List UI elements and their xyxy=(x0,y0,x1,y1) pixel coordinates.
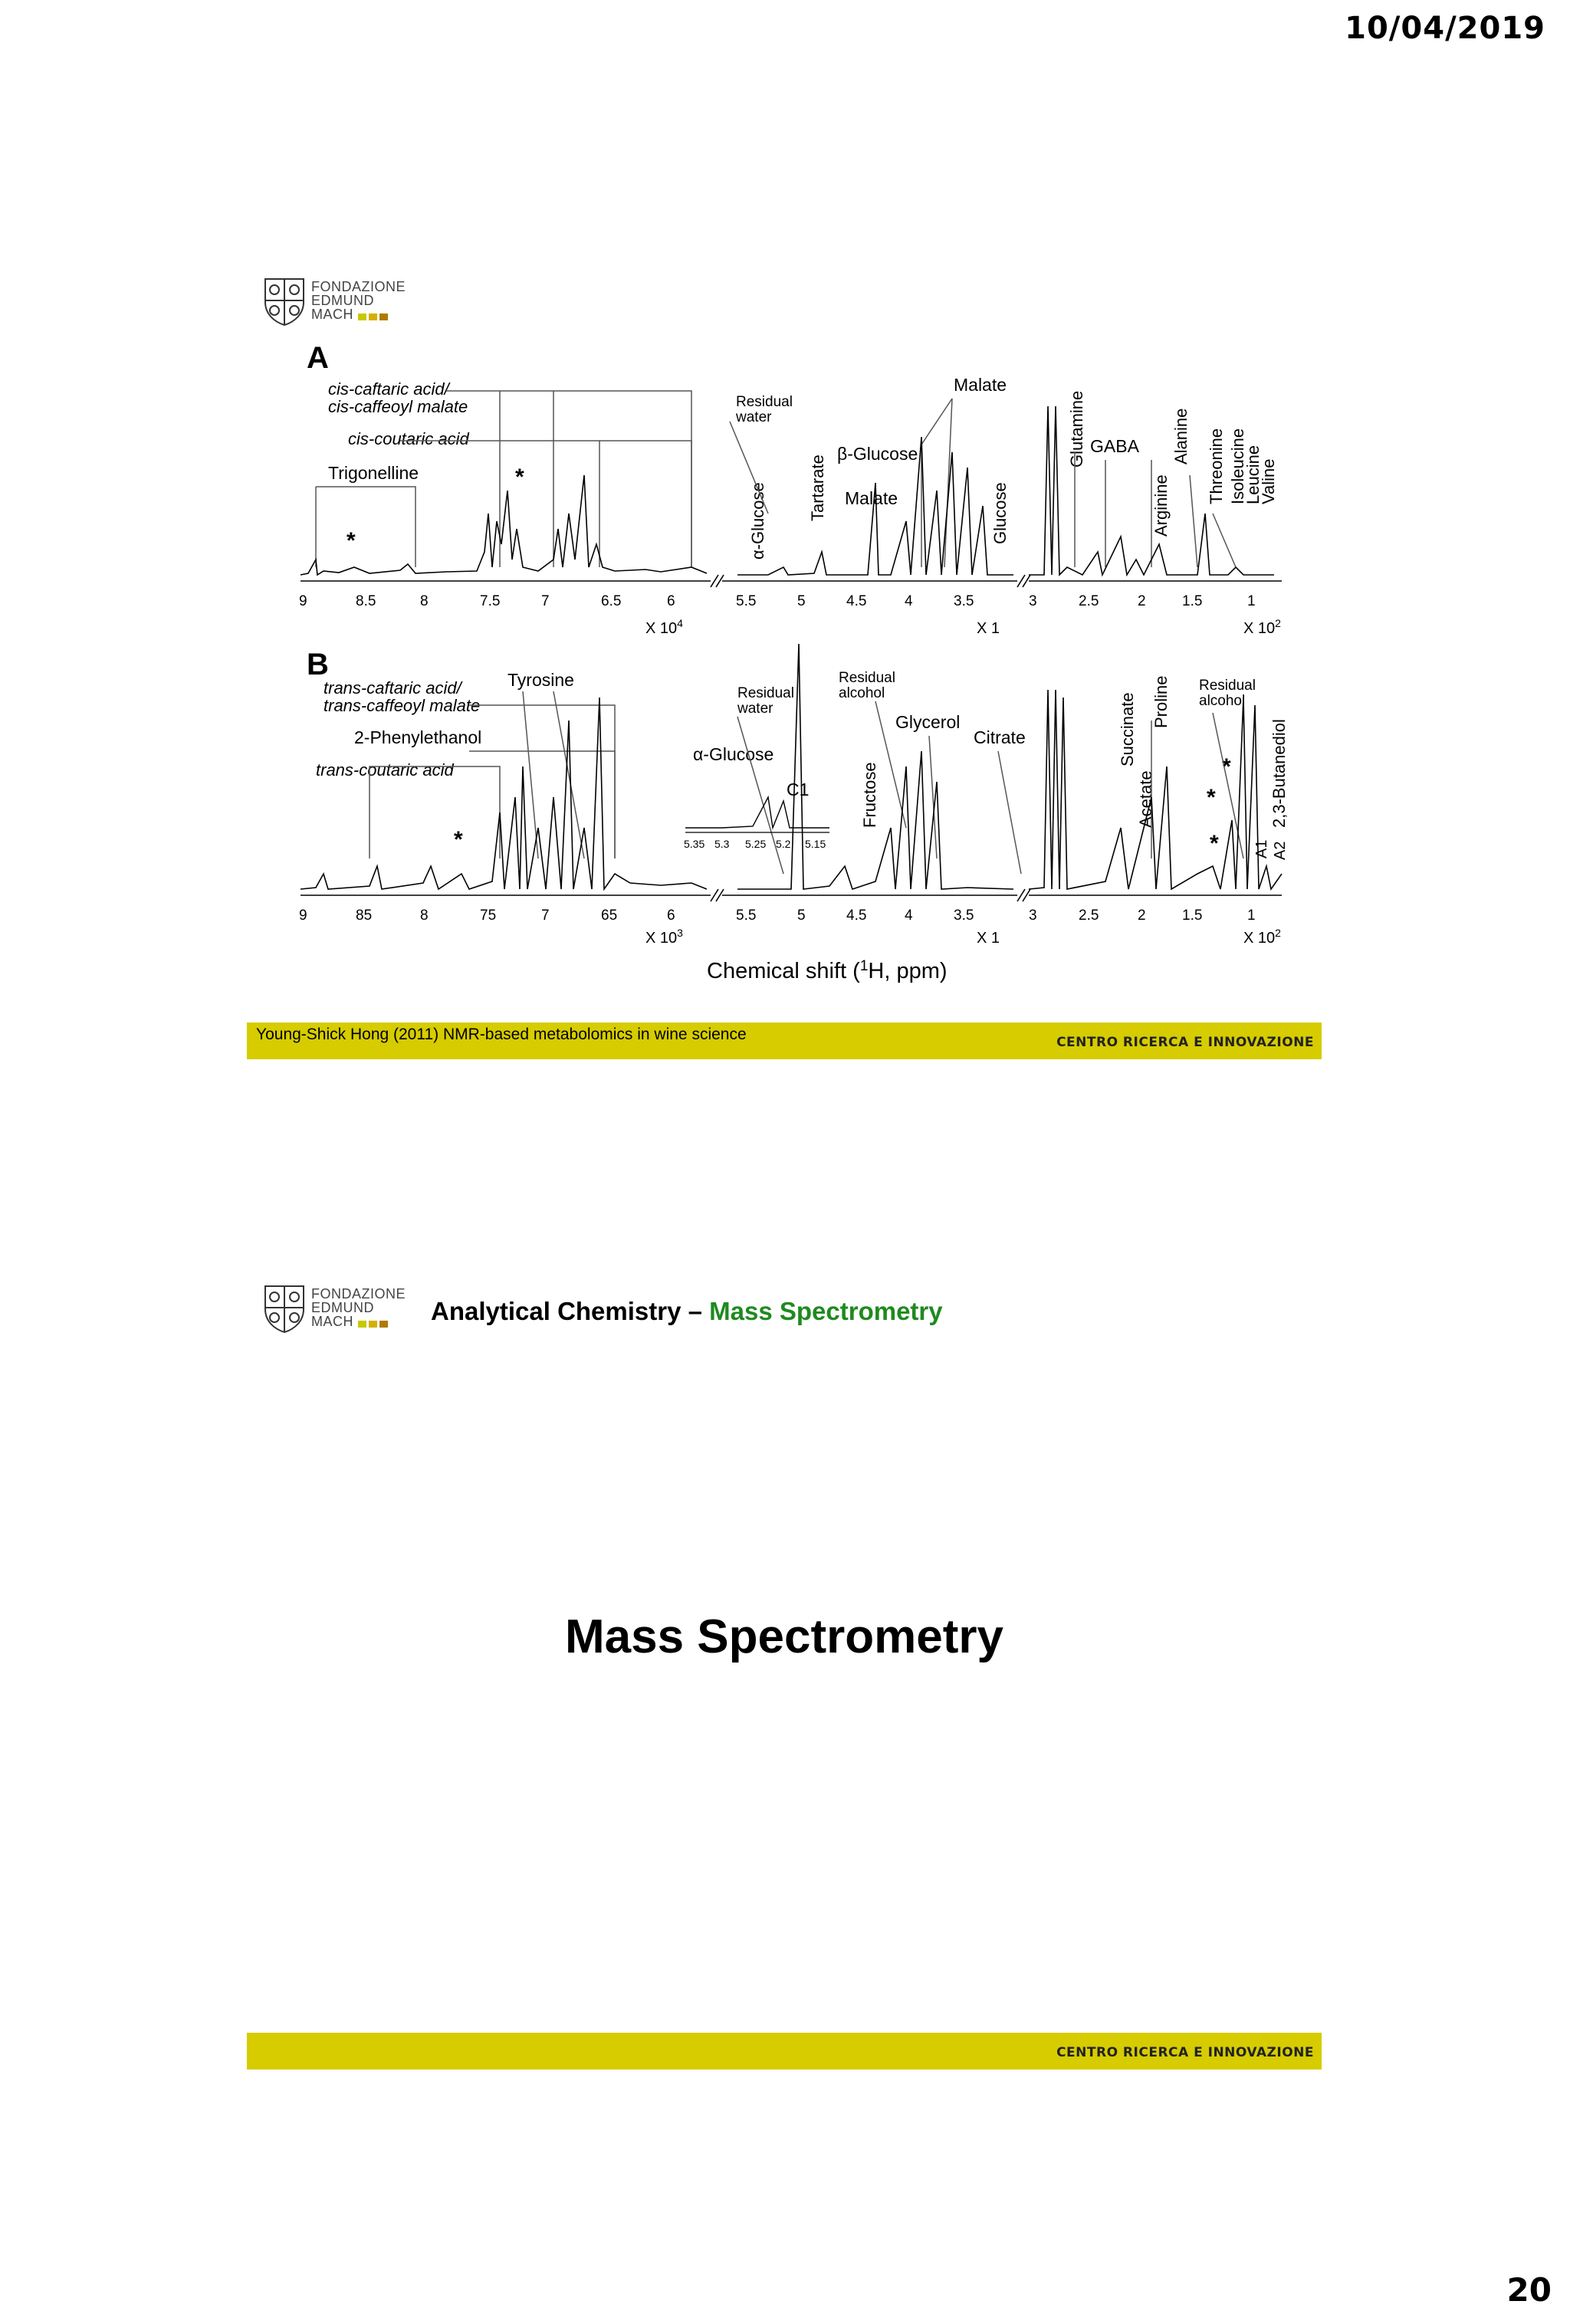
x-axis-label: Chemical shift ($^1$H, ppm) xyxy=(707,958,948,983)
logo-square xyxy=(379,313,388,320)
ann-residual-alcohol: Residual xyxy=(839,670,895,686)
logo-line-1: FONDAZIONE xyxy=(311,1286,406,1302)
tick: 7 xyxy=(541,908,550,924)
ann-leucine: Leucine xyxy=(1243,445,1263,504)
ann-a1: A1 xyxy=(1253,839,1270,858)
ann-gaba: GABA xyxy=(1090,436,1139,456)
ann-glutamine: Glutamine xyxy=(1067,390,1086,468)
panel-a-label: A xyxy=(307,341,329,375)
tick: 2.5 xyxy=(1079,908,1099,924)
ann-phenylethanol: 2-Phenylethanol xyxy=(354,727,482,747)
tick: 4.5 xyxy=(846,908,867,924)
tick: 7 xyxy=(541,593,550,609)
slide-2 xyxy=(247,1272,1322,2070)
tick: 3.5 xyxy=(954,593,974,609)
tick: 1 xyxy=(1247,908,1256,924)
tick: 3.5 xyxy=(954,908,974,924)
ann-star: * xyxy=(1222,754,1231,780)
footer-bar xyxy=(247,1022,1322,1059)
logo-square xyxy=(369,313,377,320)
tick: 4 xyxy=(905,908,913,924)
ann-isoleucine: Isoleucine xyxy=(1228,428,1247,504)
ann-residual: Residual xyxy=(737,685,794,701)
ann-tartarate: Tartarate xyxy=(808,455,827,521)
tick: 9 xyxy=(299,908,307,924)
tick: 3 xyxy=(1029,908,1037,924)
ann-glucose: Glucose xyxy=(990,482,1010,544)
tick: 1.5 xyxy=(1182,908,1203,924)
tick: 1 xyxy=(1247,593,1256,609)
logo-line-3: MACH xyxy=(311,1315,406,1329)
panel-b-label: B xyxy=(307,648,329,681)
ann-alcohol-2: alcohol xyxy=(1199,693,1246,709)
tick: 65 xyxy=(601,908,618,924)
ann-residual-alcohol-2: Residual xyxy=(1199,678,1256,694)
ann-alanine: Alanine xyxy=(1171,408,1191,464)
tick: 8 xyxy=(420,908,429,924)
tick: 5.5 xyxy=(736,908,757,924)
ann-succinate: Succinate xyxy=(1118,692,1137,766)
ann-arginine: Arginine xyxy=(1151,474,1171,537)
ann-cis-coutaric: cis-coutaric acid xyxy=(348,429,469,448)
slide-header-title xyxy=(431,1297,943,1326)
ann-water: water xyxy=(736,409,772,425)
logo-square xyxy=(358,1321,366,1328)
ann-star: * xyxy=(1210,831,1219,856)
ann-trans-caftaric: trans-caftaric acid/ xyxy=(324,678,461,698)
page-date: 10/04/2019 xyxy=(1345,11,1545,46)
tick: 2 xyxy=(1138,593,1146,609)
citation: Young-Shick Hong (2011) NMR-based metabolomics in wine science xyxy=(256,1026,747,1043)
logo-line-2: EDMUND xyxy=(311,293,374,309)
ann-a2: A2 xyxy=(1272,841,1289,860)
logo-square xyxy=(358,313,366,320)
ann-malate-2: Malate xyxy=(845,488,898,508)
footer-brand: CENTRO RICERCA E INNOVAZIONE xyxy=(1056,1035,1314,1050)
ann-alpha-glucose: α-Glucose xyxy=(748,482,767,560)
ann-proline: Proline xyxy=(1151,675,1171,728)
tick: 4 xyxy=(905,593,913,609)
logo xyxy=(262,1283,406,1334)
ann-star: * xyxy=(1207,785,1216,810)
slide-1 xyxy=(247,261,1322,1058)
footer-bar xyxy=(247,2033,1322,2070)
scale-a-3: X $10^2$ xyxy=(1243,617,1281,637)
header-title-main: Analytical Chemistry – xyxy=(431,1297,710,1325)
tick: 2 xyxy=(1138,908,1146,924)
footer-brand: CENTRO RICERCA E INNOVAZIONE xyxy=(1056,2045,1314,2060)
logo-emblem-icon xyxy=(262,276,307,327)
axis-b xyxy=(301,889,1282,901)
ann-glycerol: Glycerol xyxy=(895,712,961,732)
inset-tick: 5.2 xyxy=(776,838,791,850)
scale-b-2: X 1 xyxy=(977,930,1000,947)
ann-citrate: Citrate xyxy=(974,727,1026,747)
ann-valine: Valine xyxy=(1259,458,1278,504)
inset-tick: 5.35 xyxy=(684,838,705,850)
tick: 6 xyxy=(667,908,675,924)
ann-star: * xyxy=(347,528,356,553)
tick: 1.5 xyxy=(1182,593,1203,609)
page-number: 20 xyxy=(1506,2271,1552,2309)
inset-alpha-glucose xyxy=(684,797,829,850)
ann-star: * xyxy=(515,464,524,490)
spectrum-a-aromatic xyxy=(301,475,707,575)
inset-tick: 5.15 xyxy=(805,838,826,850)
ann-trans-caffeoyl: trans-caffeoyl malate xyxy=(324,696,481,715)
ann-cis-caffeoyl: cis-caffeoyl malate xyxy=(328,397,468,416)
tick: 8 xyxy=(420,593,429,609)
scale-a-2: X 1 xyxy=(977,620,1000,637)
ann-star: * xyxy=(454,827,463,852)
ann-water: water xyxy=(737,701,774,717)
tick: 2.5 xyxy=(1079,593,1099,609)
tick: 6.5 xyxy=(601,593,622,609)
scale-b-1: X $10^3$ xyxy=(645,927,683,947)
ann-malate: Malate xyxy=(954,375,1007,395)
ann-threonine: Threonine xyxy=(1207,428,1226,504)
logo-square xyxy=(369,1321,377,1328)
tick: 5.5 xyxy=(736,593,757,609)
ann-cis-caftaric: cis-caftaric acid/ xyxy=(328,379,449,399)
ann-acetate: Acetate xyxy=(1136,770,1155,828)
tick: 5 xyxy=(797,908,806,924)
ann-c1: C1 xyxy=(787,780,810,799)
logo-emblem-icon xyxy=(262,1283,307,1334)
inset-tick: 5.3 xyxy=(714,838,730,850)
ann-butanediol: 2,3-Butanediol xyxy=(1269,719,1289,828)
inset-tick: 5.25 xyxy=(745,838,767,850)
tick: 3 xyxy=(1029,593,1037,609)
ann-trans-coutaric: trans-coutaric acid xyxy=(316,760,454,780)
axis-b-ticks xyxy=(299,908,1256,924)
ann-trigonelline: Trigonelline xyxy=(328,463,419,483)
axis-a-ticks xyxy=(299,593,1256,609)
spectrum-b-aromatic xyxy=(301,698,707,889)
logo-square xyxy=(379,1321,388,1328)
tick: 7.5 xyxy=(480,593,501,609)
ann-fructose: Fructose xyxy=(860,762,879,828)
logo-line-2: EDMUND xyxy=(311,1300,374,1316)
ann-inset-alpha-glucose: α-Glucose xyxy=(693,744,774,764)
logo xyxy=(262,276,406,327)
ann-residual: Residual xyxy=(736,394,793,410)
logo-line-3: MACH xyxy=(311,307,406,322)
tick: 75 xyxy=(480,908,497,924)
tick: 85 xyxy=(356,908,373,924)
nmr-spectra-figure xyxy=(293,337,1335,1058)
header-title-accent: Mass Spectrometry xyxy=(709,1297,943,1325)
tick: 4.5 xyxy=(846,593,867,609)
tick: 8.5 xyxy=(356,593,376,609)
axis-a xyxy=(301,575,1282,587)
ann-tyrosine: Tyrosine xyxy=(507,670,574,690)
slide-main-title: Mass Spectrometry xyxy=(564,1610,1004,1663)
ann-alcohol: alcohol xyxy=(839,685,885,701)
ann-beta-glucose: β-Glucose xyxy=(837,444,918,464)
logo-line-1: FONDAZIONE xyxy=(311,279,406,295)
tick: 9 xyxy=(299,593,307,609)
panel-a-brackets xyxy=(316,391,1236,567)
tick: 5 xyxy=(797,593,806,609)
scale-a-1: X $10^4$ xyxy=(645,617,683,637)
scale-b-3: X $10^2$ xyxy=(1243,927,1281,947)
tick: 6 xyxy=(667,593,675,609)
